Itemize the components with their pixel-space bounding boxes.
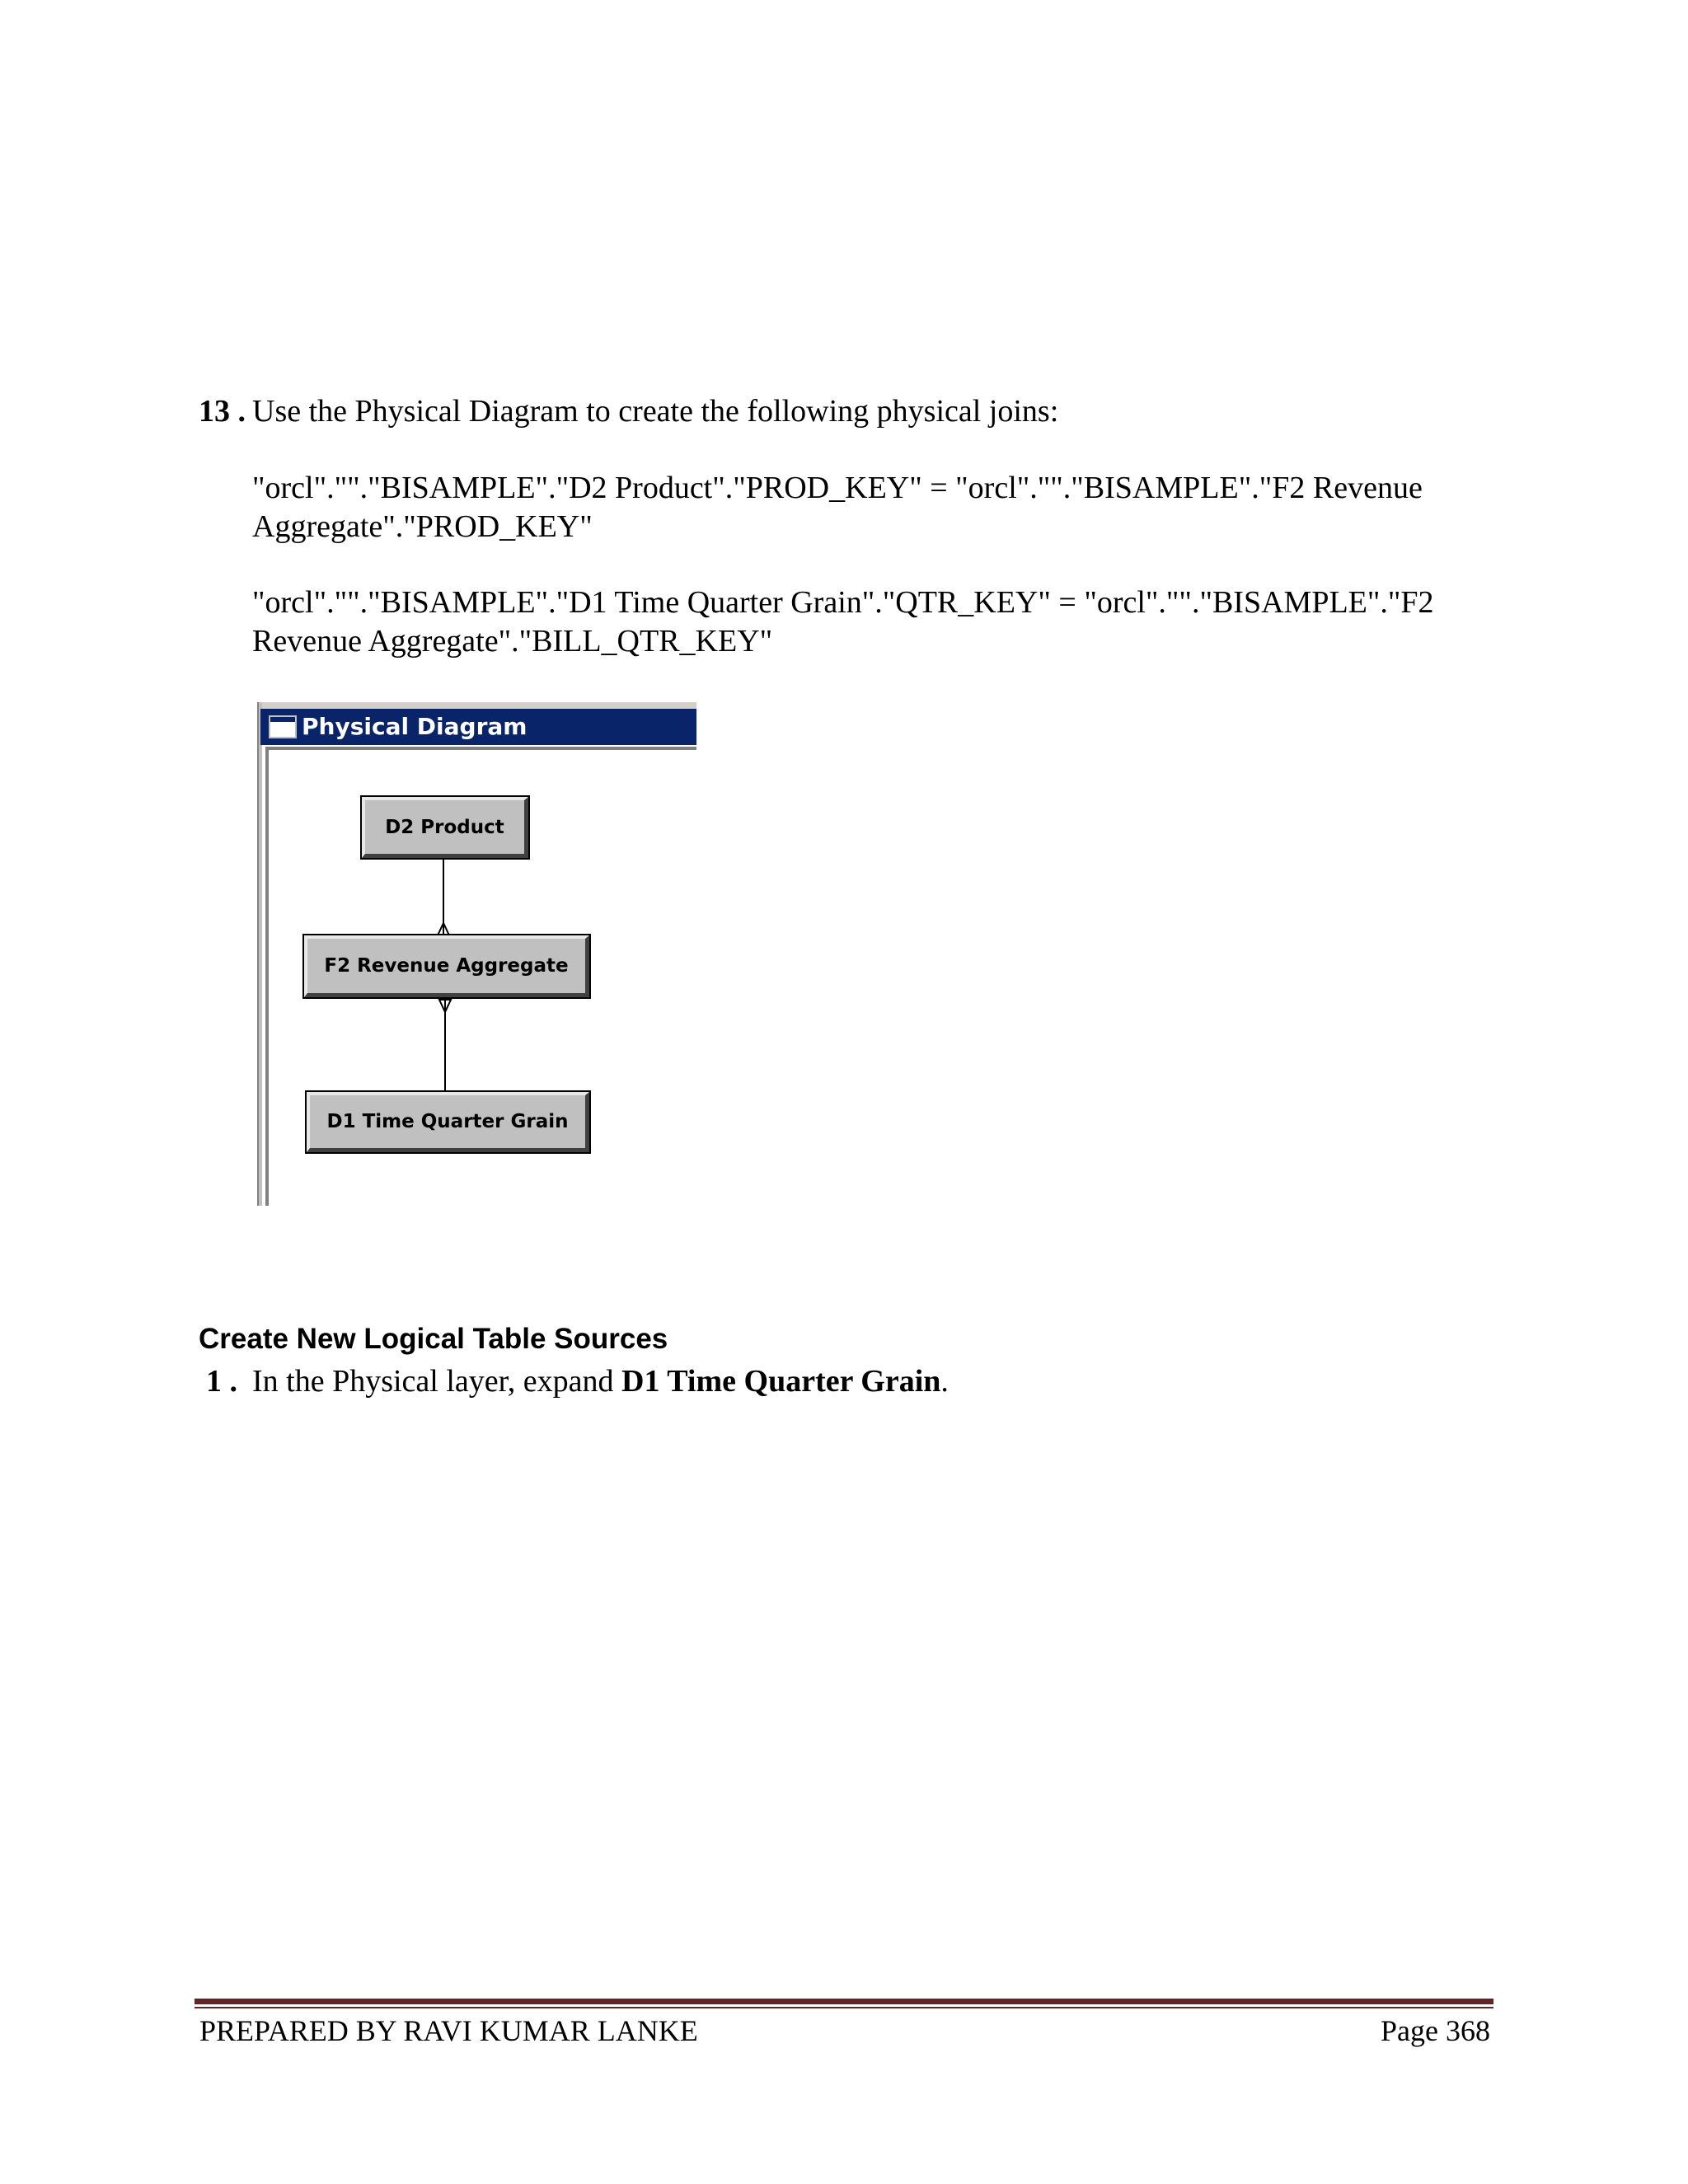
join-1-line-1: "orcl".""."BISAMPLE"."D2 Product"."PROD_KEY" = "orcl".""."BISAMPLE"."F2 Revenue [252,471,1423,505]
footer-rule [195,1999,1493,2004]
sub-step-number: 1 . [206,1364,237,1399]
footer-rule-thin [195,2007,1493,2008]
window-title: Physical Diagram [302,713,528,740]
sub-step-emphasis: D1 Time Quarter Grain [621,1364,941,1399]
table-node-f2-revenue-aggregate[interactable]: F2 Revenue Aggregate [304,935,589,997]
join-1-line-2: Aggregate"."PROD_KEY" [252,509,593,544]
step-instruction: Use the Physical Diagram to create the following physical joins: [252,394,1059,429]
step-number: 13 . [199,394,246,429]
sub-step-suffix: . [940,1364,949,1399]
table-node-d1-time-quarter-grain[interactable]: D1 Time Quarter Grain [307,1092,589,1152]
sub-step-instruction [252,1363,949,1399]
join-2-line-1: "orcl".""."BISAMPLE"."D1 Time Quarter Grain"."QTR_KEY" = "orcl".""."BISAMPLE"."F2 [252,585,1434,620]
section-heading: Create New Logical Table Sources [199,1323,668,1355]
join-2-line-2: Revenue Aggregate"."BILL_QTR_KEY" [252,624,773,658]
sub-step-prefix: In the Physical layer, expand [252,1364,622,1399]
table-node-d2-product[interactable]: D2 Product [362,797,528,858]
footer-page-number: Page 368 [1381,2014,1490,2047]
physical-diagram-window [257,702,696,1206]
footer-author: PREPARED BY RAVI KUMAR LANKE [199,2014,698,2047]
